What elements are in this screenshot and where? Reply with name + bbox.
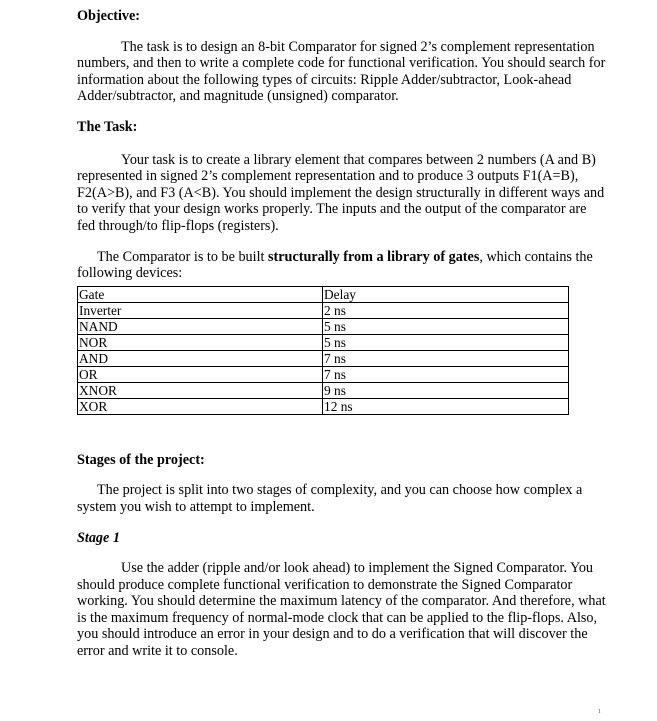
gate-cell: AND	[78, 350, 323, 366]
delay-cell: 9 ns	[323, 382, 569, 398]
stage1-paragraph: Use the adder (ripple and/or look ahead) to implement the Signed Comparator. You should produce complete functional verification to demonstrate the Signed Comparator working. You should determine the maximum latency of the comparator. And therefore, what is the maximum frequency of normal-mode clock that can be applied to the flip-flops. Also, you should introduce an error in your design and to do a verification that will discover the error and write it to console.	[77, 560, 606, 660]
table-header-row	[78, 286, 569, 302]
table-row	[78, 382, 569, 398]
gate-cell: XOR	[78, 398, 323, 414]
delay-cell: 7 ns	[323, 366, 569, 382]
objective-paragraph: The task is to design an 8-bit Comparator for signed 2’s complement representation numbers, and then to write a complete code for functional verification. You should search for information about the following types of circuits: Ripple Adder/subtractor, Look-ahead Adder/subtractor, and magnitude (unsigned) comparator.	[77, 38, 606, 105]
delay-cell: 12 ns	[323, 398, 569, 414]
task-paragraph: Your task is to create a library element that compares between 2 numbers (A and B) represented in signed 2’s complement representation and to produce 3 outputs F1(A=B), F2(A>B), and F3 (A<B). You should implement the design structurally in different ways and to verify that your design works properly. The inputs and the output of the comparator are fed through/to flip-flops (registers).	[77, 151, 605, 234]
table-row	[78, 334, 569, 350]
table-row	[78, 366, 569, 382]
library-intro-text-after: , which contains the following devices:	[77, 248, 593, 282]
library-intro-text-before: The Comparator is to be built	[97, 248, 269, 265]
delay-cell: 5 ns	[323, 334, 569, 350]
table-row	[78, 350, 569, 366]
table-row	[78, 398, 569, 414]
gate-delay-table	[77, 286, 569, 415]
table-row	[78, 318, 569, 334]
gate-column-header: Gate	[78, 286, 323, 302]
gate-cell: Inverter	[78, 302, 323, 318]
delay-cell: 5 ns	[323, 318, 569, 334]
library-intro-paragraph	[77, 249, 607, 282]
stage1-heading: Stage 1	[77, 529, 120, 546]
gate-cell: NOR	[78, 334, 323, 350]
stages-heading: Stages of the project:	[77, 451, 205, 468]
gate-cell: XNOR	[78, 382, 323, 398]
gate-cell: OR	[78, 366, 323, 382]
gate-cell: NAND	[78, 318, 323, 334]
table-row	[78, 302, 569, 318]
delay-cell: 7 ns	[323, 350, 569, 366]
page-number: 1	[598, 709, 601, 715]
delay-column-header: Delay	[323, 286, 569, 302]
stages-paragraph: The project is split into two stages of complexity, and you can choose how complex a system you wish to attempt to implement.	[77, 482, 583, 515]
library-intro-bold: structurally from a library of gates	[268, 248, 480, 265]
delay-cell: 2 ns	[323, 302, 569, 318]
objective-heading: Objective:	[77, 8, 141, 24]
document-page	[77, 8, 607, 660]
task-heading: The Task:	[77, 118, 138, 135]
